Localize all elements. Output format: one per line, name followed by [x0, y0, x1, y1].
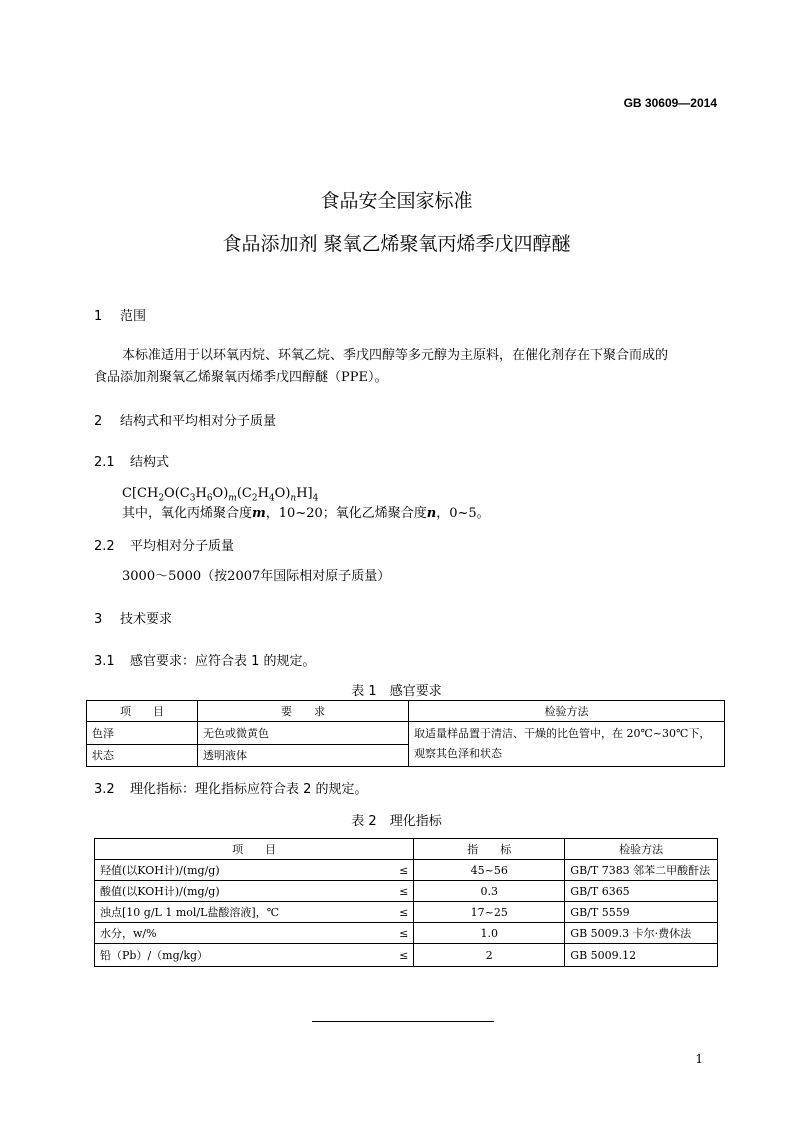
section-2-heading	[94, 410, 276, 429]
end-divider	[312, 1021, 494, 1022]
table-1-header-requirement: 要 求	[198, 701, 409, 722]
scope-paragraph-line2: 食品添加剂聚氧乙烯聚氧丙烯季戊四醇醚（PPE）。	[94, 370, 388, 385]
table-2-header-method: 检验方法	[565, 839, 718, 860]
table-2-cell-item: 酸值(以KOH计)/(mg/g)	[95, 881, 374, 902]
table-row	[95, 902, 718, 923]
section-2-1-number: 2.1	[94, 455, 115, 470]
section-3-1-title: 感官要求：应符合表 1 的规定。	[130, 654, 316, 669]
table-2-cell-method: GB/T 5559	[565, 902, 718, 923]
table-2-cell-symbol: ≤	[373, 881, 414, 902]
section-2-2-heading	[94, 535, 234, 554]
section-3-heading	[94, 608, 172, 627]
table-2-cell-symbol: ≤	[373, 944, 414, 967]
table-2-cell-method: GB/T 7383 邻苯二甲酸酐法	[565, 860, 718, 881]
table-2-cell-symbol: ≤	[373, 860, 414, 881]
section-3-1-number: 3.1	[94, 654, 115, 669]
table-row	[95, 944, 718, 967]
table-2-cell-value: 17~25	[414, 902, 565, 923]
table-2-cell-value: 2	[414, 944, 565, 967]
section-1-number: 1	[94, 309, 103, 324]
table-2-cell-item: 水分，w/%	[95, 923, 374, 944]
table-2-cell-method: GB/T 6365	[565, 881, 718, 902]
section-3-1-heading	[94, 650, 316, 669]
table-2-cell-method: GB 5009.12	[565, 944, 718, 967]
table-2-cell-value: 0.3	[414, 881, 565, 902]
table-2-cell-method: GB 5009.3 卡尔·费休法	[565, 923, 718, 944]
document-subtitle: 食品添加剂 聚氧乙烯聚氧丙烯季戊四醇醚	[222, 233, 571, 255]
scope-paragraph-line1: 本标准适用于以环氧丙烷、环氧乙烷、季戊四醇等多元醇为主原料，在催化剂存在下聚合而成的	[122, 348, 669, 363]
section-2-1-heading	[94, 451, 169, 470]
table-2-cell-item: 铅（Pb）/（mg/kg）	[95, 944, 374, 967]
table-1-cell-requirement: 透明液体	[198, 744, 409, 767]
table-1-header-method: 检验方法	[409, 701, 725, 722]
table-2-header-item: 项 目	[95, 839, 414, 860]
structural-formula: $C[CH_2O(C_3H_6O)_m(C_2H_4O)_nH]_4$	[122, 486, 319, 504]
table-2-cell-item: 羟值(以KOH计)/(mg/g)	[95, 860, 374, 881]
table-2-cell-symbol: ≤	[373, 902, 414, 923]
molecular-weight-value: 3000～5000（按2007年国际相对原子质量）	[122, 569, 391, 584]
section-2-title: 结构式和平均相对分子质量	[120, 414, 277, 429]
table-2-cell-value: 45~56	[414, 860, 565, 881]
table-2-caption: 表 2 理化指标	[351, 814, 442, 829]
table-1-cell-item: 状态	[87, 744, 198, 767]
table-2-cell-symbol: ≤	[373, 923, 414, 944]
table-1-sensory	[86, 700, 725, 767]
table-1-cell-requirement: 无色或微黄色	[198, 722, 409, 745]
page-number: 1	[695, 1052, 703, 1066]
table-row	[87, 722, 725, 745]
table-1-cell-item: 色泽	[87, 722, 198, 745]
table-1-caption: 表 1 感官要求	[351, 684, 442, 699]
section-3-2-number: 3.2	[94, 782, 115, 797]
section-2-2-number: 2.2	[94, 539, 115, 554]
standard-code: GB 30609—2014	[623, 96, 717, 110]
section-1-heading	[94, 305, 146, 324]
section-3-number: 3	[94, 612, 103, 627]
table-2-cell-value: 1.0	[414, 923, 565, 944]
table-row	[95, 860, 718, 881]
table-row	[95, 923, 718, 944]
section-3-2-title: 理化指标：理化指标应符合表 2 的规定。	[130, 782, 368, 797]
table-1-cell-method: 取适量样品置于清洁、干燥的比色管中，在 20℃~30℃下， 观察其色泽和状态	[409, 722, 725, 767]
section-3-title: 技术要求	[120, 612, 173, 627]
formula-explanation: 其中，氧化丙烯聚合度m，10~20；氧化乙烯聚合度n，0~5。	[122, 506, 490, 521]
table-2-header-value: 指 标	[414, 839, 565, 860]
table-1-header-item: 项 目	[87, 701, 198, 722]
section-2-number: 2	[94, 414, 103, 429]
table-row	[95, 881, 718, 902]
table-2-physicochemical	[94, 838, 718, 967]
table-2-cell-item: 浊点[10 g/L 1 mol/L盐酸溶液]，℃	[95, 902, 374, 923]
section-1-title: 范围	[120, 309, 147, 324]
section-3-2-heading	[94, 778, 368, 797]
document-title: 食品安全国家标准	[320, 190, 473, 212]
section-2-1-title: 结构式	[130, 455, 170, 470]
section-2-2-title: 平均相对分子质量	[130, 539, 235, 554]
